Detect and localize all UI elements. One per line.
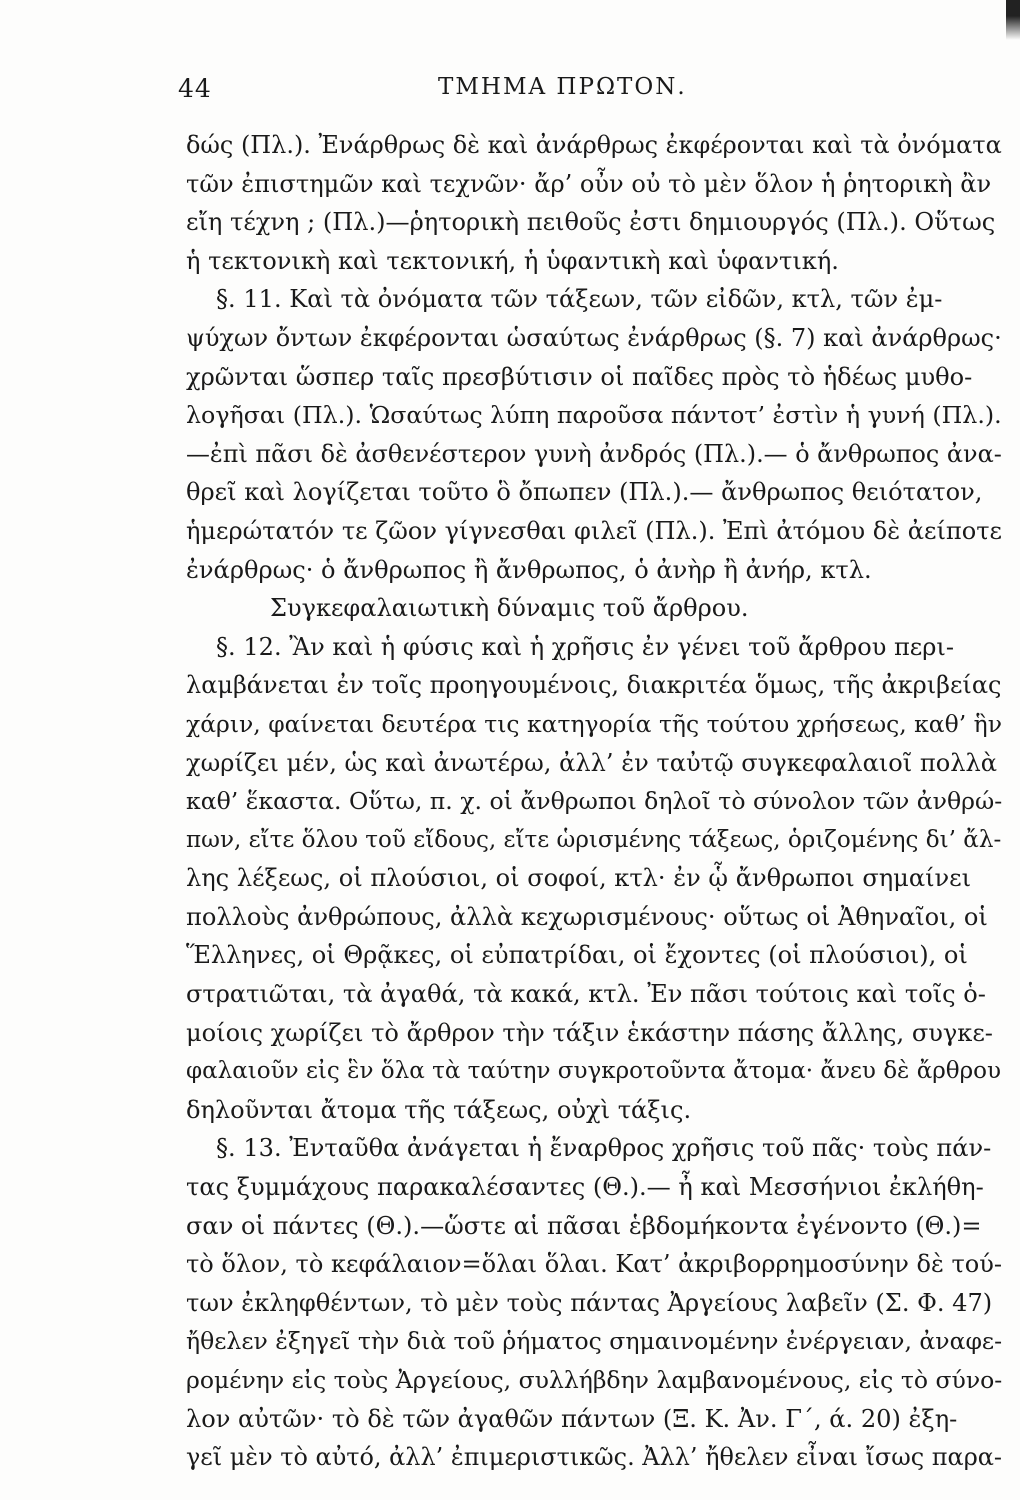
text-line: σαν οἱ πάντες (Θ.).—ὥστε αἱ πᾶσαι ἑβδομήκοντα ἐγένοντο (Θ.)= [186, 1211, 982, 1240]
text-line: στρατιῶται, τὰ ἀγαθά, τὰ κακά, κτλ. Ἐν πᾶσι τούτοις καὶ τοῖς ὁ- [186, 980, 986, 1009]
text-line: §. 12. Ἂν καὶ ἡ φύσις καὶ ἡ χρῆσις ἐν γένει τοῦ ἄρθρου περι- [216, 632, 954, 661]
text-line: ρομένην εἰς τοὺς Ἀργείους, συλλήβδην λαμβανομένους, εἰς τὸ σύνο- [186, 1366, 1003, 1394]
text-line: ἡμερώτατόν τε ζῶον γίγνεσθαι φιλεῖ (Πλ.). Ἐπὶ ἀτόμου δὲ ἀείποτε [186, 516, 1002, 545]
text-line: ψύχων ὄντων ἐκφέρονται ὡσαύτως ἐνάρθρως (§. 7) καὶ ἀνάρθρως· [186, 323, 1002, 352]
text-line: λαμβάνεται ἐν τοῖς προηγουμένοις, διακριτέα ὅμως, τῆς ἀκριβείας [186, 671, 1002, 700]
page-edge-shadow [1006, 0, 1020, 40]
text-line: θρεῖ καὶ λογίζεται τοῦτο ὃ ὄπωπεν (Πλ.).— ἄνθρωπος θειότατον, [186, 478, 983, 507]
text-line: μοίοις χωρίζει τὸ ἄρθρον τὴν τάξιν ἑκάστην πάσης ἄλλης, συγκε- [186, 1018, 993, 1047]
section-heading: Συγκεφαλαιωτικὴ δύναμις τοῦ ἄρθρου. [270, 594, 749, 623]
text-line: ἐνάρθρως· ὁ ἄνθρωπος ἢ ἄνθρωπος, ὁ ἀνὴρ ἢ ἀνήρ, κτλ. [186, 555, 872, 584]
text-line: εἴη τέχνη ; (Πλ.)—ῥητορικὴ πειθοῦς ἐστι δημιουργός (Πλ.). Οὕτως [186, 208, 996, 237]
page-number: 44 [178, 74, 212, 103]
text-line: χρῶνται ὥσπερ ταῖς πρεσβύτισιν οἱ παῖδες πρὸς τὸ ἡδέως μυθο- [186, 362, 973, 391]
running-title: ΤΜΗΜΑ ΠΡΩΤΟΝ. [438, 74, 687, 100]
text-line: —ἐπὶ πᾶσι δὲ ἀσθενέστερον γυνὴ ἀνδρός (Πλ.).— ὁ ἄνθρωπος ἀνα- [186, 439, 1002, 468]
text-line: χωρίζει μέν, ὡς καὶ ἀνωτέρω, ἀλλ’ ἐν ταὐτῷ συγκεφαλαιοῖ πολλὰ [186, 748, 997, 777]
text-line: λης λέξεως, οἱ πλούσιοι, οἱ σοφοί, κτλ· ἐν ᾧ ἄνθρωποι σημαίνει [186, 864, 972, 893]
text-line: γεῖ μὲν τὸ αὐτό, ἀλλ’ ἐπιμεριστικῶς. Ἀλλ’ ἤθελεν εἶναι ἴσως παρα- [186, 1443, 1003, 1472]
text-line: τὸ ὅλον, τὸ κεφάλαιον=ὅλαι ὅλαι. Κατ’ ἀκριβορρημοσύνην δὲ τού- [186, 1250, 1003, 1279]
text-line: τας ξυμμάχους παρακαλέσαντες (Θ.).— ἦ καὶ Μεσσήνιοι ἐκλήθη- [186, 1173, 984, 1202]
body-text [186, 126, 1016, 1477]
text-line: λον αὐτῶν· τὸ δὲ τῶν ἀγαθῶν πάντων (Ξ. Κ. Ἀν. Γ΄, ά. 20) ἐξη- [186, 1404, 958, 1433]
text-line: τῶν ἐπιστημῶν καὶ τεχνῶν· ἄρ’ οὖν οὐ τὸ μὲν ὅλον ἡ ῥητορικὴ ἂν [186, 169, 992, 198]
text-line: των ἐκληφθέντων, τὸ μὲν τοὺς πάντας Ἀργείους λαβεῖν (Σ. Φ. 47) [186, 1288, 993, 1317]
text-line: δηλοῦνται ἄτομα τῆς τάξεως, οὐχὶ τάξις. [186, 1095, 692, 1124]
text-line: §. 11. Καὶ τὰ ὀνόματα τῶν τάξεων, τῶν εἰδῶν, κτλ, τῶν ἐμ- [216, 285, 943, 314]
text-line: Ἕλληνες, οἱ Θρᾷκες, οἱ εὐπατρίδαι, οἱ ἔχοντες (οἱ πλούσιοι), οἱ [186, 941, 968, 970]
text-line: §. 13. Ἐνταῦθα ἀνάγεται ἡ ἔναρθρος χρῆσις τοῦ πᾶς· τοὺς πάν- [216, 1134, 992, 1163]
text-line: πων, εἴτε ὅλου τοῦ εἴδους, εἴτε ὡρισμένης τάξεως, ὁριζομένης δι’ ἄλ- [186, 826, 1002, 853]
page-header [178, 74, 718, 108]
text-line: ἡ τεκτονικὴ καὶ τεκτονική, ἡ ὑφαντικὴ καὶ ὑφαντική. [186, 246, 839, 275]
text-line: φαλαιοῦν εἰς ἓν ὅλα τὰ ταύτην συγκροτοῦντα ἄτομα· ἄνευ δὲ ἄρθρου [186, 1058, 1002, 1085]
text-line: χάριν, φαίνεται δευτέρα τις κατηγορία τῆς τούτου χρήσεως, καθ’ ἣν [186, 709, 1002, 738]
text-line: πολλοὺς ἀνθρώπους, ἀλλὰ κεχωρισμένους· οὕτως οἱ Ἀθηναῖοι, οἱ [186, 902, 988, 931]
text-line: καθ’ ἕκαστα. Οὕτω, π. χ. οἱ ἄνθρωποι δηλοῖ τὸ σύνολον τῶν ἀνθρώ- [186, 787, 1003, 816]
text-line: ἤθελεν ἐξηγεῖ τὴν διὰ τοῦ ῥήματος σημαινομένην ἐνέργειαν, ἀναφε- [186, 1327, 1003, 1356]
text-line: δώς (Πλ.). Ἐνάρθρως δὲ καὶ ἀνάρθρως ἐκφέρονται καὶ τὰ ὀνόματα [186, 131, 1002, 159]
text-line: λογῆσαι (Πλ.). Ὡσαύτως λύπη παροῦσα πάντοτ’ ἐστὶν ἡ γυνή (Πλ.). [186, 401, 1002, 430]
